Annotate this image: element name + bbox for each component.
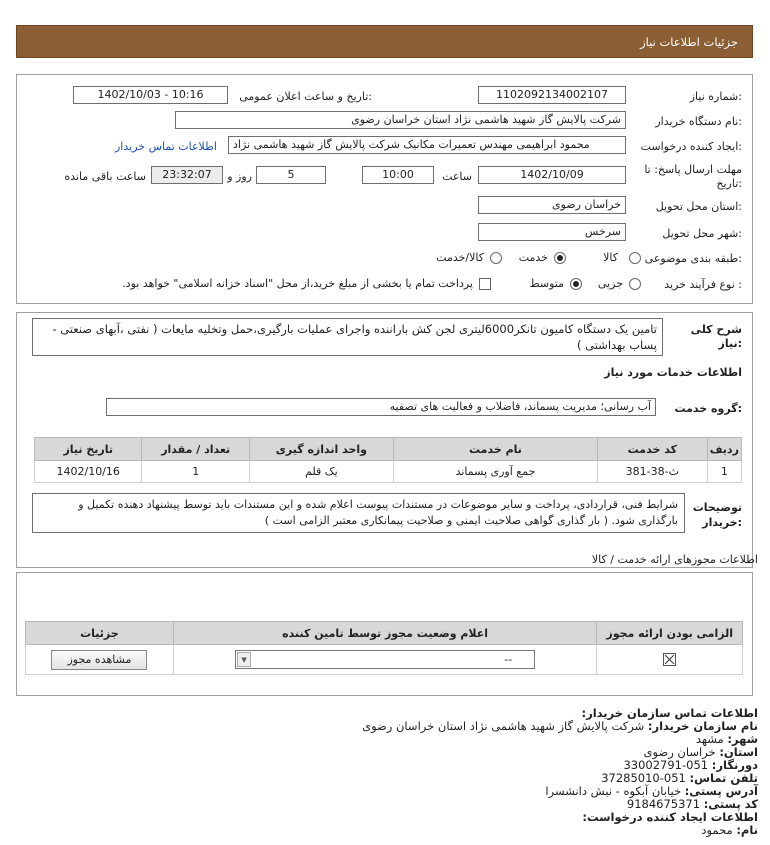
contact-city-label: شهر: — [727, 732, 758, 746]
contact-org-label: نام سازمان خریدار: — [647, 719, 758, 733]
contact-address-value: خیابان آبکوه - نبش دانشسرا — [545, 784, 682, 798]
col-qty: تعداد / مقدار — [142, 438, 249, 461]
category-goods-radio[interactable] — [629, 252, 641, 264]
days-field: 5 — [256, 166, 326, 184]
contact-phone-label: تلفن تماس: — [689, 771, 758, 785]
category-service-radio[interactable] — [554, 252, 566, 264]
details-cell — [26, 645, 174, 675]
remaining-label: ساعت باقی مانده — [64, 170, 146, 183]
cell-unit: یک قلم — [249, 461, 393, 483]
col-details: جزئیات — [26, 622, 174, 645]
contact-province-label: استان: — [719, 745, 758, 759]
contact-line-creator — [18, 824, 758, 837]
col-row: ردیف — [707, 438, 741, 461]
table-row — [26, 645, 743, 675]
select-value: -- — [504, 653, 513, 666]
col-unit: واحد اندازه گیری — [249, 438, 393, 461]
deadline-date-field: 1402/10/09 — [478, 166, 626, 184]
permit-status-select[interactable] — [235, 650, 535, 669]
remaining-time-field: 23:32:07 — [151, 166, 223, 184]
contact-province-value: خراسان رضوی — [643, 745, 716, 759]
contact-line-org — [18, 720, 758, 733]
cell-name: جمع آوری پسماند — [393, 461, 597, 483]
announce-field: 1402/10/03 - 10:16 — [73, 86, 228, 104]
col-date: تاریخ نیاز — [35, 438, 142, 461]
chevron-down-icon[interactable]: ▼ — [237, 652, 251, 667]
process-minor-label: جزیی — [597, 277, 623, 290]
process-minor-radio[interactable] — [629, 278, 641, 290]
category-goods-service-radio[interactable] — [490, 252, 502, 264]
cell-qty: 1 — [142, 461, 249, 483]
city-field: سرخس — [478, 223, 626, 241]
category-goods-service-label: کالا/خدمت — [436, 251, 484, 264]
days-label: روز و — [227, 170, 252, 183]
service-group-field: آب رسانی؛ مدیریت پسماند، فاضلاب و فعالیت های تصفیه — [106, 398, 656, 416]
contact-title: اطلاعات تماس سازمان خریدار: — [581, 706, 758, 720]
creator-label: ایجاد کننده درخواست: — [640, 140, 742, 153]
buyer-label: نام دستگاه خریدار: — [655, 115, 742, 128]
col-status: اعلام وضعیت مجوز توسط تامین کننده — [173, 622, 597, 645]
announce-label: تاریخ و ساعت اعلان عمومی: — [239, 90, 372, 103]
deadline-time-field: 10:00 — [362, 166, 434, 184]
services-table-header — [35, 438, 742, 461]
permits-table — [25, 621, 743, 675]
treasury-payment-checkbox[interactable] — [479, 278, 491, 290]
cell-row: 1 — [707, 461, 741, 483]
treasury-payment-text: پرداخت تمام یا بخشی از مبلغ خرید،از محل "اسناد خزانه اسلامی" خواهد بود. — [122, 277, 473, 290]
contact-section — [18, 707, 758, 837]
services-title: اطلاعات خدمات مورد نیاز — [604, 366, 742, 379]
permits-title: اطلاعات مجوزهای ارائه خدمت / کالا — [591, 553, 758, 566]
status-cell — [173, 645, 597, 675]
page-title: جزئیات اطلاعات نیاز — [640, 35, 738, 49]
notes-text-box: شرایط فنی، قراردادی، پرداخت و سایر موضوعات در مستندات پیوست اعلام شده و این مستندات باید توسط پیشنهاد دهنده تکمیل و بارگذاری شود. ( بار گذاری گواهی صلاحیت ایمنی و صلاحیت پیمانکاری معتبر الزامی است ) — [32, 493, 685, 533]
creator-field: محمود ابراهیمی مهندس تعمیرات مکانیک شرکت پالایش گاز شهید هاشمی نژاد — [228, 136, 626, 154]
col-required: الزامی بودن ارائه مجوز — [597, 622, 743, 645]
page-header — [16, 25, 753, 58]
buyer-contact-link[interactable]: اطلاعات تماس خریدار — [115, 140, 217, 153]
contact-org-value: شرکت پالایش گاز شهید هاشمی نژاد استان خراسان رضوی — [362, 719, 645, 733]
province-field: خراسان رضوی — [478, 196, 626, 214]
table-row — [35, 461, 742, 483]
cell-date: 1402/10/16 — [35, 461, 142, 483]
contact-phone-value: 051-37285010 — [601, 771, 686, 785]
contact-city-value: مشهد — [695, 732, 724, 746]
buyer-field: شرکت پالایش گاز شهید هاشمی نژاد استان خراسان رضوی — [175, 111, 626, 129]
need-number-label: شماره نیاز: — [689, 90, 742, 103]
need-number-field: 1102092134002107 — [478, 86, 626, 104]
process-medium-label: متوسط — [529, 277, 564, 290]
city-label: شهر محل تحویل: — [662, 227, 742, 240]
creator-name-label: نام: — [736, 823, 758, 837]
view-permit-button[interactable]: مشاهده مجوز — [51, 650, 147, 670]
creator-name-value: محمود — [701, 823, 733, 837]
need-info-panel — [16, 74, 753, 304]
col-code: کد خدمت — [598, 438, 708, 461]
notes-label: توضیحات خریدار: — [692, 501, 742, 529]
province-label: استان محل تحویل: — [655, 200, 742, 213]
deadline-label-1: مهلت ارسال پاسخ: تا — [644, 163, 742, 176]
permits-table-header — [26, 622, 743, 645]
contact-postal-label: کد پستی: — [703, 797, 758, 811]
services-table — [34, 437, 742, 483]
creator-section-title: اطلاعات ایجاد کننده درخواست: — [582, 810, 758, 824]
col-name: نام خدمت — [393, 438, 597, 461]
contact-address-label: آدرس پستی: — [684, 784, 758, 798]
deadline-label-2: تاریخ: — [716, 177, 742, 190]
summary-label: شرح کلی نیاز: — [690, 323, 742, 350]
required-check-icon — [663, 653, 676, 666]
category-service-label: خدمت — [518, 251, 548, 264]
service-group-label: گروه خدمت: — [674, 402, 742, 415]
category-label: طبقه بندی موضوعی: — [644, 252, 742, 265]
summary-text-box: تامین یک دستگاه کامیون تانکر6000لیتری لجن کش باراننده واجرای عملیات بارگیری،حمل وتخلیه مایعات ( نفتی ،آبهای صنعتی - پساب بهداشتی ) — [32, 318, 663, 356]
process-label: نوع فرآیند خرید : — [664, 278, 742, 291]
category-goods-label: کالا — [603, 251, 618, 264]
cell-code: ث-38-381 — [598, 461, 708, 483]
contact-postal-value: 9184675371 — [626, 797, 701, 811]
contact-fax-value: 051-33002791 — [623, 758, 709, 772]
time-label: ساعت — [442, 170, 472, 183]
required-cell — [597, 645, 743, 675]
process-medium-radio[interactable] — [570, 278, 582, 290]
contact-fax-label: دورنگار: — [711, 758, 758, 772]
